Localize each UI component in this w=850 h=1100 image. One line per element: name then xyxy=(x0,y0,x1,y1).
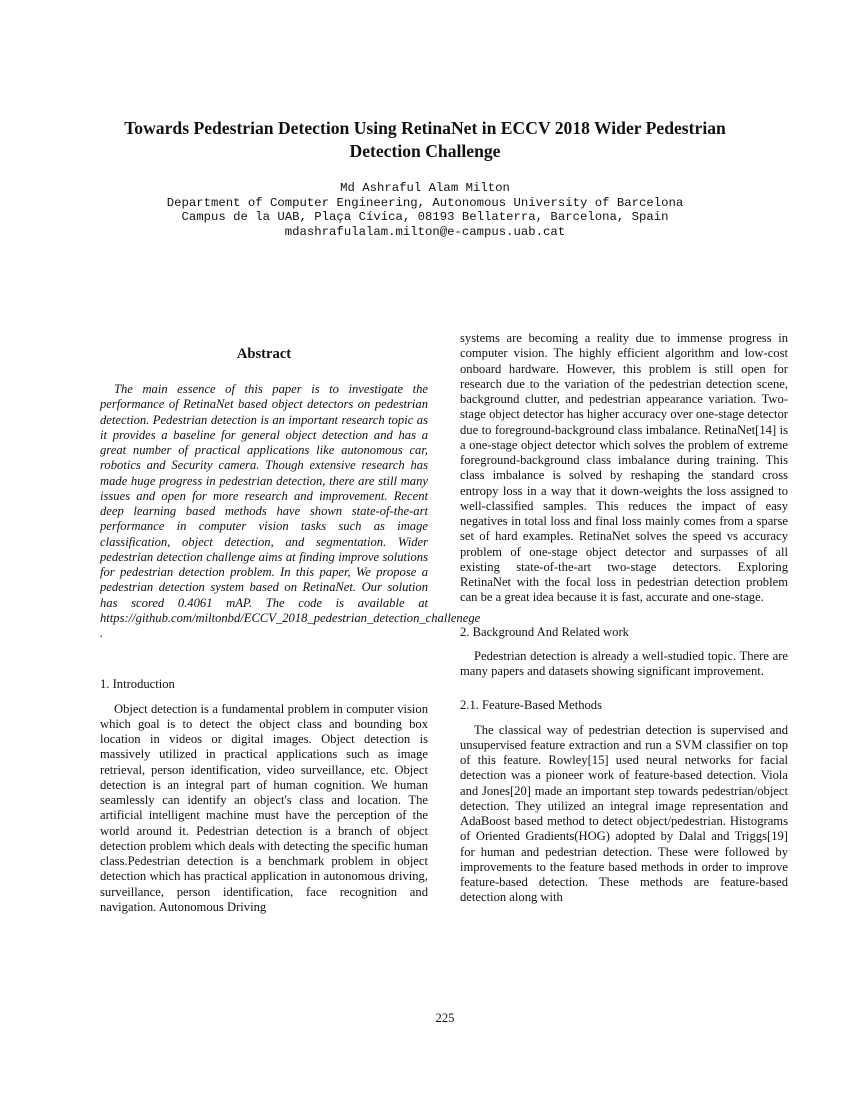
author-affiliation: Department of Computer Engineering, Autonomous University of Barcelona xyxy=(166,195,684,210)
left-column xyxy=(100,345,481,915)
title-line: Detection Challenge xyxy=(349,141,501,161)
section-2-paragraph: Pedestrian detection is already a well-studied topic. There are many papers and datasets showing significant improvement. xyxy=(460,648,788,678)
page-number: 225 xyxy=(435,1011,455,1025)
abstract-text: The main essence of this paper is to investigate the performance of RetinaNet based object detectors on pedestrian detection. Pedestrian detection is an important research topic as it provides a baseline for general object detection and has a great number of practical applications like autonomous car, robotics and Security camera. Though extensive research has made huge progress in pedestrian detection, there are still many issues and open for more research and improvement. Recent deep learning based methods have shown state-of-the-art performance in computer vision tasks such as image classification, object detection, and segmentation. Wider pedestrian detection challenge aims at finding improve solutions for pedestrian detection problem. In this paper, We propose a pedestrian detection system based on RetinaNet. Our solution has scored 0.4061 mAP. The code is available at https://github.com/miltonbd/ECCV_2018_pedestrian_detection_challenege . xyxy=(100,382,481,640)
section-2-1-paragraph: The classical way of pedestrian detection is supervised and unsupervised feature extraction and run a SVM classifier on top of this feature. Rowley[15] used neural networks for facial detection was a pioneer work of feature-based detection. Viola and Jones[20] made an important step towards pedestrian/object detection. They utilized an integral image representation and AdaBoost based method to detect object/pedestrian. Histograms of Oriented Gradients(HOG) adopted by Dalal and Triggs[19] for human and pedestrian detection. These were followed by improvements to the feature based methods in order to improve feature-based detection. These methods are feature-based detection along with xyxy=(460,722,788,905)
abstract-heading: Abstract xyxy=(236,346,292,362)
author-block xyxy=(60,181,790,239)
section-2-1-heading: 2.1. Feature-Based Methods xyxy=(460,698,602,713)
title-line: Towards Pedestrian Detection Using RetinaNet in ECCV 2018 Wider Pedestrian xyxy=(124,118,726,138)
right-column xyxy=(460,331,788,906)
author-email[interactable]: mdashrafulalam.milton@e-campus.uab.cat xyxy=(284,224,566,239)
section-1-paragraph: Object detection is a fundamental problem in computer vision which goal is to detect the object class and bounding box location in videos or digital images. Object detection is massively utilized in practical applications such as image retrieval, person identification, video surveillance, etc. Object detection is an integral part of human cognition. We human seamlessly can identify an object's class and location. The artificial intelligent machine must have the perception of the world around it. Pedestrian detection is a branch of object detection problem which deals with detecting the specific human class.Pedestrian detection is a benchmark problem in object detection which has practical application in autonomous driving, surveillance, person identification, face recognition and navigation. Autonomous Driving xyxy=(100,701,428,914)
author-address: Campus de la UAB, Plaça Cívica, 08193 Bellaterra, Barcelona, Spain xyxy=(181,210,669,225)
author-name: Md Ashraful Alam Milton xyxy=(340,181,510,195)
paper-title xyxy=(60,117,790,163)
section-2-heading: 2. Background And Related work xyxy=(460,624,629,639)
section-1-paragraph-continued: systems are becoming a reality due to immense progress in computer vision. The highly efficient algorithm and low-cost onboard hardware. However, this problem is still open for research due to the variation of the pedestrian detection scene, background clutter, and pedestrian appearance variation. Two-stage object detector has higher accuracy over one-stage detector due to foreground-background class imbalance. RetinaNet[14] is a one-stage object detector which solves the problem of extreme foreground-background class imbalance during training. This class imbalance is solved by reshaping the standard cross entropy loss in a way that it down-weights the loss assigned to well-classified samples. This reduces the impact of easy negatives in total loss and final loss mainly comes from a sparse set of hard examples. RetinaNet solves the speed vs accuracy problem of one-stage object detector and surpasses of all existing state-of-the-art two-stage detectors. Exploring RetinaNet with the focal loss in pedestrian detection problem can be a great idea because it is fast, accurate and one-stage. xyxy=(460,331,788,605)
section-1-heading: 1. Introduction xyxy=(100,677,175,692)
